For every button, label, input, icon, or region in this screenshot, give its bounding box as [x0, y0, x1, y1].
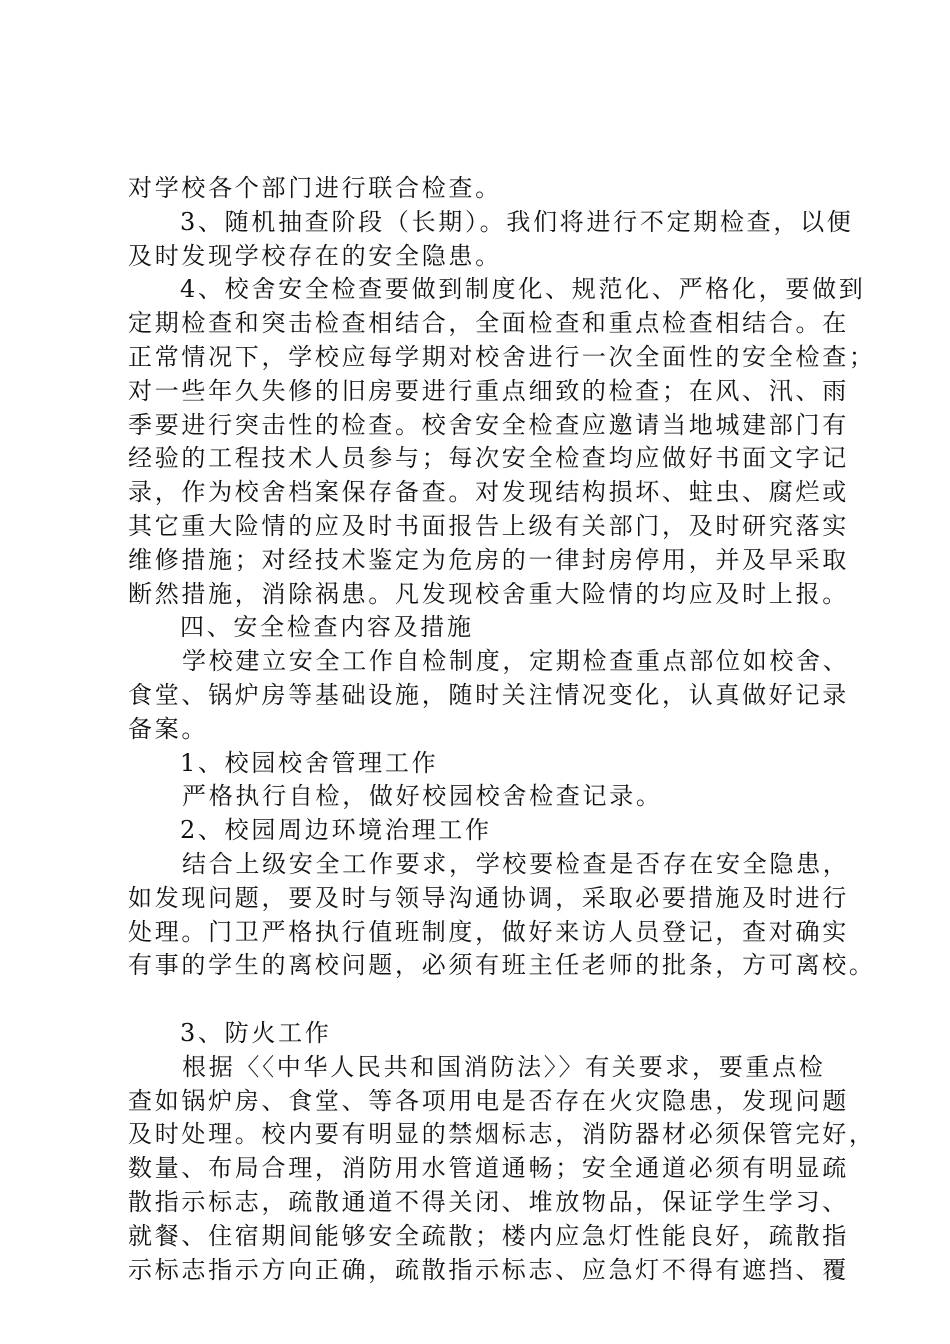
text-line: 示标志指示方向正确，疏散指示标志、应急灯不得有遮挡、覆	[128, 1255, 849, 1284]
text-line: 季要进行突击性的检查。校舍安全检查应邀请当地城建部门有	[128, 410, 849, 439]
text-line: 对一些年久失修的旧房要进行重点细致的检查；在风、汛、雨	[128, 376, 849, 405]
text-line: 有事的学生的离校问题，必须有班主任老师的批条，方可离校。	[128, 951, 876, 980]
text-line: 其它重大险情的应及时书面报告上级有关部门，及时研究落实	[128, 511, 849, 540]
text-line: 学校建立安全工作自检制度，定期检查重点部位如校舍、	[182, 647, 850, 676]
section-heading: 四、安全检查内容及措施	[180, 613, 474, 642]
text-line: 录，作为校舍档案保存备查。对发现结构损坏、蛀虫、腐烂或	[128, 478, 849, 507]
text-line: 数量、布局合理，消防用水管道通畅；安全通道必须有明显疏	[128, 1154, 849, 1183]
document-body	[128, 172, 876, 1287]
text-line: 就餐、住宿期间能够安全疏散；楼内应急灯性能良好，疏散指	[128, 1221, 849, 1250]
text-line: 4、校舍安全检查要做到制度化、规范化、严格化，要做到	[180, 275, 866, 304]
text-line: 查如锅炉房、食堂、等各项用电是否存在火灾隐患，发现问题	[128, 1086, 849, 1115]
text-line: 食堂、锅炉房等基础设施，随时关注情况变化，认真做好记录	[128, 680, 849, 709]
text-line: 根据〈〈中华人民共和国消防法〉〉有关要求，要重点检	[182, 1052, 826, 1081]
text-line: 备案。	[128, 714, 209, 743]
text-line: 及时发现学校存在的安全隐患。	[128, 241, 502, 270]
text-line: 对学校各个部门进行联合检查。	[128, 174, 502, 202]
text-line: 经验的工程技术人员参与；每次安全检查均应做好书面文字记	[128, 444, 849, 473]
text-line: 断然措施，消除祸患。凡发现校舍重大险情的均应及时上报。	[128, 579, 849, 608]
text-line: 结合上级安全工作要求，学校要检查是否存在安全隐患，	[182, 849, 850, 878]
text-line: 3、随机抽查阶段（长期）。我们将进行不定期检查，以便	[180, 207, 854, 236]
blank-line	[128, 983, 868, 1017]
text-line: 维修措施；对经技术鉴定为危房的一律封房停用，并及早采取	[128, 545, 849, 574]
text-line: 严格执行自检，做好校园校舍检查记录。	[182, 782, 663, 811]
subsection-heading: 1、校园校舍管理工作	[180, 748, 439, 777]
text-line: 正常情况下，学校应每学期对校舍进行一次全面性的安全检查；	[128, 342, 876, 371]
subsection-heading: 3、防火工作	[180, 1018, 332, 1047]
text-line: 散指示标志，疏散通道不得关闭、堆放物品，保证学生学习、	[128, 1187, 849, 1216]
text-line: 如发现问题，要及时与领导沟通协调，采取必要措施及时进行	[128, 883, 849, 912]
subsection-heading: 2、校园周边环境治理工作	[180, 816, 492, 845]
text-line: 及时处理。校内要有明显的禁烟标志，消防器材必须保管完好，	[128, 1120, 876, 1149]
text-line: 定期检查和突击检查相结合，全面检查和重点检查相结合。在	[128, 309, 849, 338]
text-line: 处理。门卫严格执行值班制度，做好来访人员登记，查对确实	[128, 917, 849, 946]
